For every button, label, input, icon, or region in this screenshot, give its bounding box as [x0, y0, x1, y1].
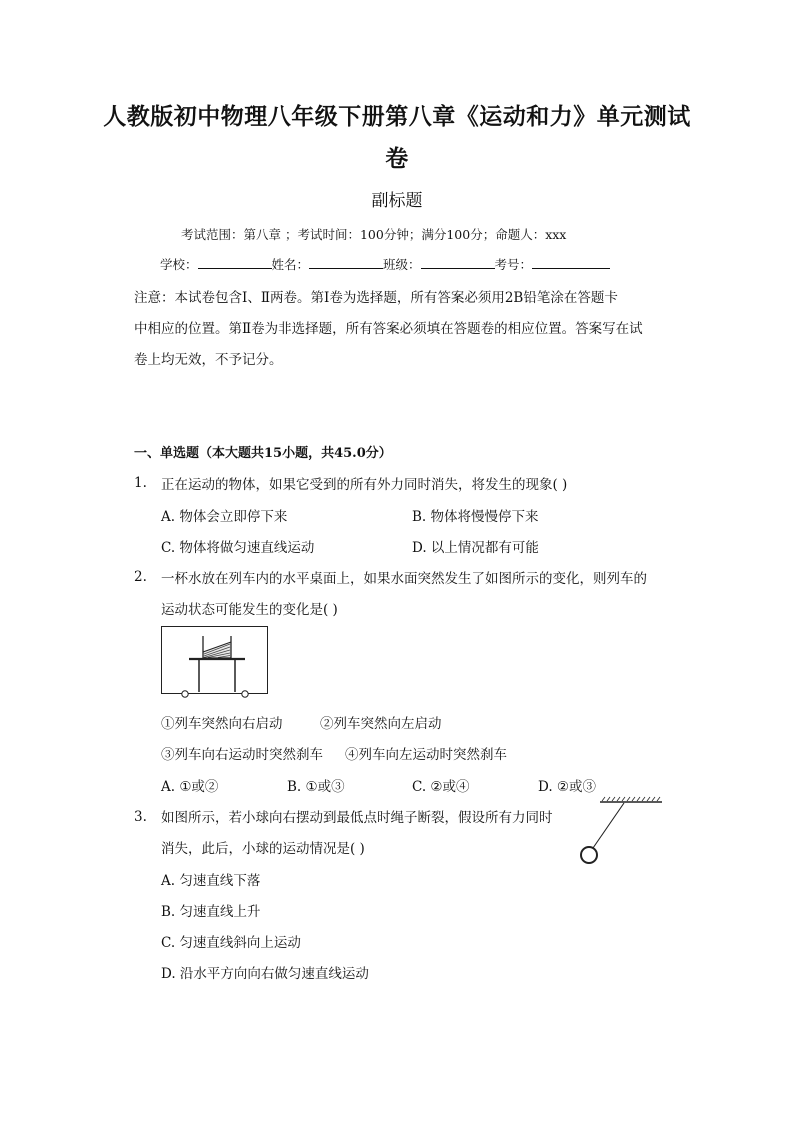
section-heading: 一、单选题（本大题共15小题，共45.0分） [134, 446, 392, 461]
exam-info: 考试范围：第八章 ；考试时间：100分钟；满分100分；命题人：xxx [181, 227, 567, 242]
choice-4: ④列车向左运动时突然刹车 [345, 747, 507, 763]
question-stem-continued: 运动状态可能发生的变化是( ) [161, 602, 338, 618]
question-stem: 如图所示，若小球向右摆动到最低点时绳子断裂，假设所有力同时 [161, 810, 553, 826]
page-title-continued: 卷 [385, 145, 409, 172]
option-a: A. 匀速直线下落 [161, 873, 261, 889]
exam-no-blank[interactable] [532, 256, 610, 269]
pendulum-figure [576, 796, 664, 868]
notice-line: 注意：本试卷包含Ⅰ、Ⅱ两卷。第Ⅰ卷为选择题，所有答案必须用2B铅笔涂在答题卡 [134, 290, 618, 306]
ball [581, 847, 597, 863]
question-number: 1. [134, 475, 147, 491]
subtitle: 副标题 [371, 191, 423, 211]
option-a: A. 物体会立即停下来 [161, 509, 288, 525]
choice-3: ③列车向右运动时突然刹车 [161, 747, 323, 763]
name-blank[interactable] [309, 256, 383, 269]
question-stem: 一杯水放在列车内的水平桌面上，如果水面突然发生了如图所示的变化，则列车的 [161, 571, 647, 587]
ceiling-hatch [602, 797, 660, 801]
question-stem-continued: 消失，此后，小球的运动情况是( ) [161, 841, 365, 857]
choice-1: ①列车突然向右启动 [161, 716, 283, 732]
option-a: A. ①或② [161, 779, 219, 795]
option-b: B. 匀速直线上升 [161, 904, 261, 920]
notice-line: 中相应的位置。第Ⅱ卷为非选择题，所有答案必须填在答题卷的相应位置。答案写在试 [134, 321, 643, 337]
option-c: C. 匀速直线斜向上运动 [161, 935, 301, 951]
class-blank[interactable] [421, 256, 495, 269]
student-fields [160, 255, 610, 273]
option-d: D. 沿水平方向向右做匀速直线运动 [161, 966, 369, 982]
option-b: B. 物体将慢慢停下来 [412, 509, 539, 525]
page-title: 人教版初中物理八年级下册第八章《运动和力》单元测试 [103, 103, 691, 130]
option-d: D. 以上情况都有可能 [412, 540, 539, 556]
question-stem: 正在运动的物体，如果它受到的所有外力同时消失，将发生的现象( ) [161, 477, 568, 493]
wheel-left [182, 691, 188, 697]
choice-2: ②列车突然向左启动 [320, 716, 442, 732]
question-number: 3. [134, 809, 147, 825]
option-c: C. 物体将做匀速直线运动 [161, 540, 315, 556]
option-b: B. ①或③ [287, 779, 345, 795]
notice-line: 卷上均无效，不予记分。 [134, 352, 283, 368]
school-label: 学校： [160, 257, 198, 272]
question-number: 2. [134, 569, 147, 585]
exam-no-label: 考号： [494, 257, 533, 272]
option-d: D. ②或③ [538, 779, 597, 795]
wheel-right [242, 691, 248, 697]
school-blank[interactable] [198, 256, 272, 269]
name-label: 姓名： [271, 257, 310, 272]
train-water-figure [161, 626, 269, 698]
option-c: C. ②或④ [412, 779, 470, 795]
class-label: 班级： [383, 257, 421, 272]
string [593, 803, 624, 848]
